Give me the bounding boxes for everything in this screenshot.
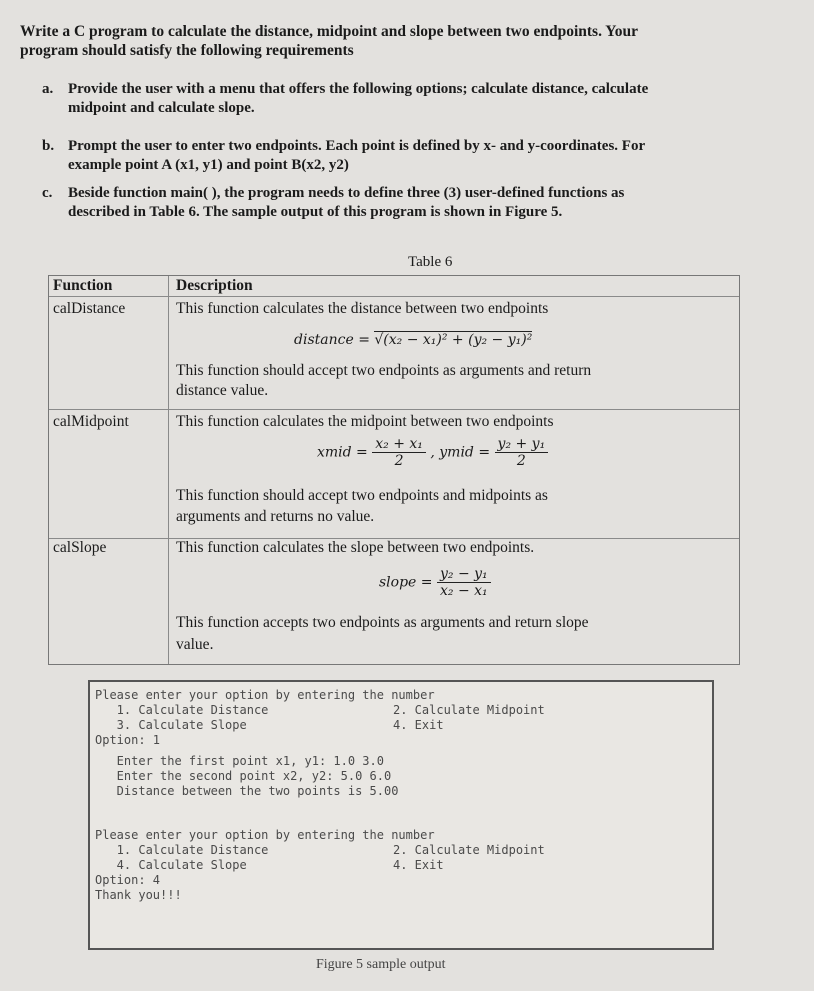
requirement-text: midpoint and calculate slope. (68, 100, 255, 116)
formula-rhs: √(x₂ − x₁)² + (y₂ − y₁)² (374, 332, 533, 348)
slope-fraction (437, 566, 491, 599)
requirement-c (42, 184, 788, 222)
requirement-text: example point A (x1, y1) and point B(x2, y2) (68, 157, 349, 173)
requirement-label: b. (42, 138, 55, 154)
console-line: Please enter your option by entering the number (95, 828, 435, 842)
function-name-caldistance: calDistance (53, 300, 126, 317)
requirement-b (42, 137, 788, 175)
ymid-lhs: , ymid = (430, 444, 491, 461)
midpoint-formula (317, 436, 548, 469)
console-line: Enter the first point x1, y1: 1.0 3.0 (95, 754, 384, 768)
intro-line-2: program should satisfy the following requirements (20, 42, 354, 59)
ymid-numerator: y₂ + y₁ (495, 436, 549, 453)
description-text: distance value. (176, 382, 269, 399)
requirement-text: Beside function main( ), the program needs to define three (3) user-defined functions as (68, 185, 625, 201)
description-text: This function calculates the midpoint between two endpoints (176, 413, 554, 430)
description-text: This function calculates the slope between two endpoints. (176, 539, 535, 556)
xmid-fraction (372, 436, 426, 469)
requirement-text: Prompt the user to enter two endpoints. Each point is defined by x- and y-coordinates. For (68, 138, 646, 154)
sample-output-console (88, 680, 714, 950)
requirement-text: described in Table 6. The sample output of this program is shown in Figure 5. (68, 204, 563, 220)
console-line: 4. Exit (393, 858, 444, 872)
console-line: Thank you!!! (95, 888, 182, 902)
requirement-label: c. (42, 185, 53, 201)
ymid-denominator: 2 (516, 453, 526, 469)
console-line: Please enter your option by entering the number (95, 688, 435, 702)
description-text: This function should accept two endpoints and midpoints as (176, 487, 548, 504)
console-line: Enter the second point x2, y2: 5.0 6.0 (95, 769, 392, 783)
console-line: 4. Calculate Slope (95, 858, 247, 872)
function-name-calslope: calSlope (53, 539, 107, 556)
console-line: Option: 1 (95, 733, 161, 747)
requirement-label: a. (42, 81, 54, 97)
slope-denominator: x₂ − x₁ (440, 583, 488, 599)
header-function: Function (53, 277, 113, 294)
console-line: 2. Calculate Midpoint (393, 703, 545, 717)
description-text: value. (176, 636, 214, 653)
requirement-a (42, 80, 788, 118)
header-description: Description (176, 277, 253, 294)
table-caption: Table 6 (408, 254, 453, 270)
figure-caption: Figure 5 sample output (316, 957, 446, 972)
console-line: Distance between the two points is 5.00 (95, 784, 399, 798)
intro-line-1: Write a C program to calculate the distance, midpoint and slope between two endpoints. Your (20, 23, 638, 40)
xmid-numerator: x₂ + x₁ (372, 436, 426, 453)
intro-paragraph (20, 22, 790, 60)
function-name-calmidpoint: calMidpoint (53, 413, 129, 430)
requirement-text: Provide the user with a menu that offers the following options; calculate distance, calculate (68, 81, 649, 97)
distance-formula (294, 332, 532, 348)
description-text: arguments and returns no value. (176, 508, 375, 525)
function-table (48, 275, 740, 665)
xmid-lhs: xmid = (317, 444, 368, 461)
console-line: 3. Calculate Slope (95, 718, 247, 732)
description-text: This function should accept two endpoints as arguments and return (176, 362, 592, 379)
slope-lhs: slope = (379, 574, 433, 591)
slope-numerator: y₂ − y₁ (437, 566, 491, 583)
description-text: This function calculates the distance between two endpoints (176, 300, 549, 317)
console-line: 4. Exit (393, 718, 444, 732)
console-line: Option: 4 (95, 873, 161, 887)
description-text: This function accepts two endpoints as arguments and return slope (176, 614, 589, 631)
console-line: 1. Calculate Distance (95, 703, 269, 717)
console-line: 2. Calculate Midpoint (393, 843, 545, 857)
slope-formula (379, 566, 491, 599)
xmid-denominator: 2 (394, 453, 404, 469)
ymid-fraction (495, 436, 549, 469)
console-line: 1. Calculate Distance (95, 843, 269, 857)
formula-lhs: distance = (294, 332, 370, 348)
